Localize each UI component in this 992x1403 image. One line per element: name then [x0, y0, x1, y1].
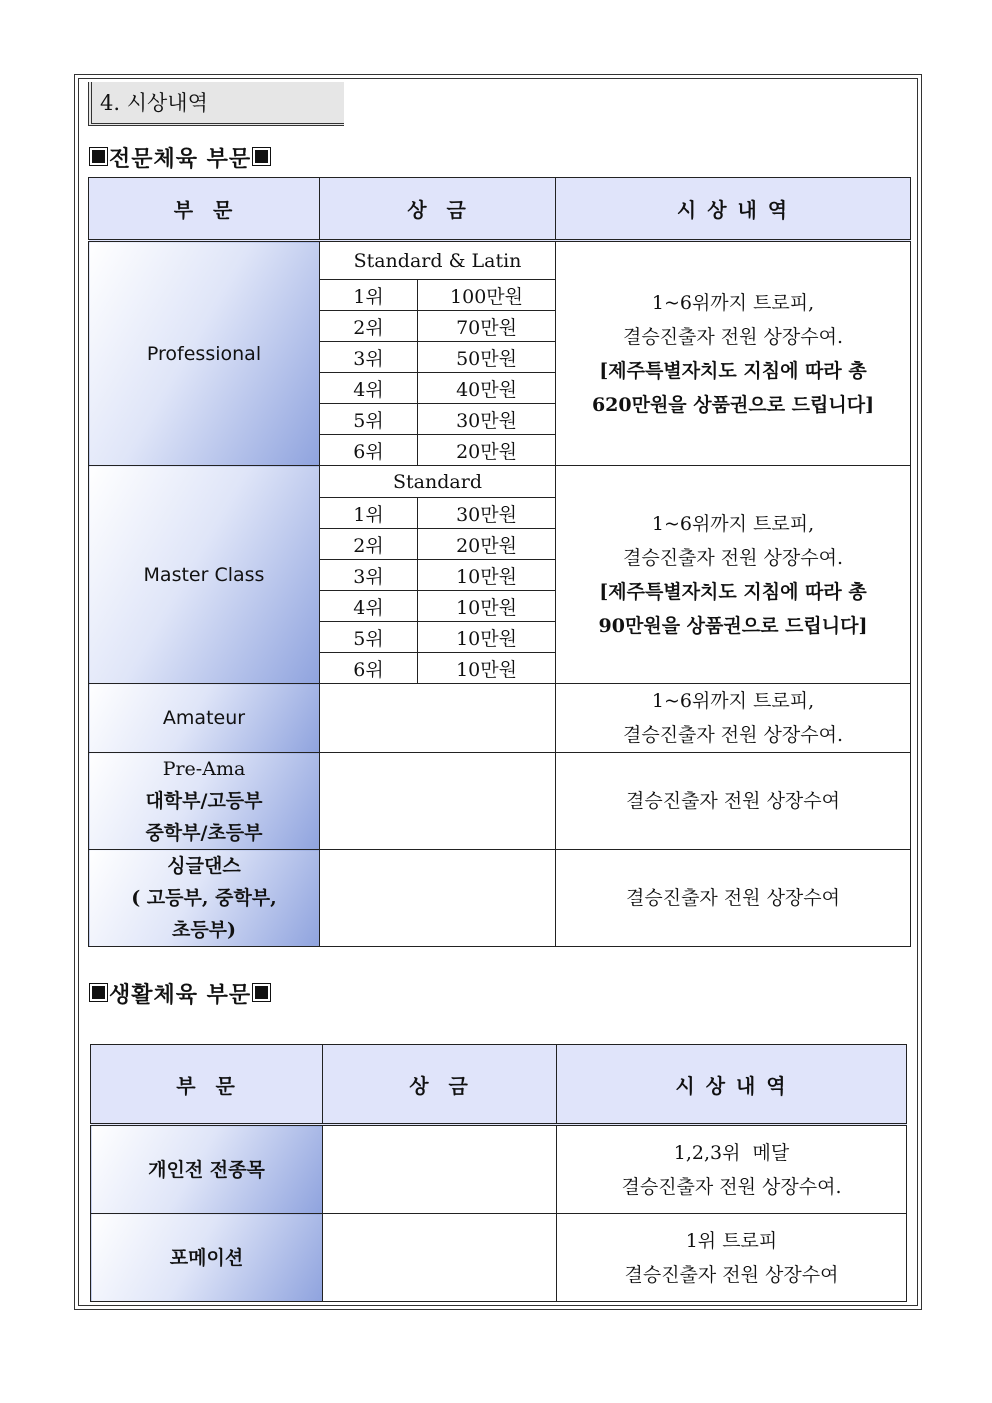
table-row — [89, 466, 911, 498]
amount-cell: 30만원 — [418, 404, 556, 435]
rank-cell: 2위 — [320, 529, 418, 560]
rank-cell: 6위 — [320, 653, 418, 684]
category-line: 싱글댄스 — [167, 855, 241, 877]
square-bullet-icon — [253, 984, 270, 1001]
rank-cell: 2위 — [320, 311, 418, 342]
section-title: 4. 시상내역 — [100, 91, 208, 115]
header-prize: 상 금 — [323, 1045, 557, 1125]
amount-cell: 50만원 — [418, 342, 556, 373]
award-text: 1,2,3위 메달 — [673, 1141, 790, 1164]
award-formation — [557, 1214, 907, 1302]
prize-empty — [323, 1214, 557, 1302]
amount-cell: 20만원 — [418, 435, 556, 466]
award-text: 결승진출자 전원 상장수여. — [621, 1175, 842, 1198]
category-line: 초등부) — [171, 919, 237, 941]
table-row — [89, 850, 911, 947]
award-amateur — [556, 684, 911, 753]
header-award: 시 상 내 역 — [556, 178, 911, 241]
rank-cell: 3위 — [320, 342, 418, 373]
category-individual: 개인전 전종목 — [91, 1125, 323, 1214]
section-heading — [88, 82, 344, 126]
amount-cell: 100만원 — [418, 280, 556, 311]
award-text: 1~6위까지 트로피, — [651, 690, 815, 712]
pro-section-title — [88, 142, 272, 173]
rank-cell: 4위 — [320, 373, 418, 404]
amount-cell: 10만원 — [418, 622, 556, 653]
category-single-dance — [89, 850, 320, 947]
category-master-class: Master Class — [89, 466, 320, 684]
table-header-row — [89, 178, 911, 241]
prize-empty — [320, 684, 556, 753]
rank-cell: 5위 — [320, 404, 418, 435]
rank-cell: 6위 — [320, 435, 418, 466]
rank-cell: 1위 — [320, 498, 418, 529]
rank-cell: 4위 — [320, 591, 418, 622]
award-individual — [557, 1125, 907, 1214]
life-section-title — [88, 978, 272, 1009]
pro-award-table — [88, 177, 911, 947]
square-bullet-icon — [253, 148, 270, 165]
award-text: 결승진출자 전원 상장수여. — [623, 546, 844, 569]
award-pre-ama: 결승진출자 전원 상장수여 — [556, 753, 911, 850]
award-note: 620만원을 상품권으로 드립니다] — [591, 393, 875, 416]
header-award: 시 상 내 역 — [557, 1045, 907, 1125]
amount-cell: 10만원 — [418, 560, 556, 591]
life-award-table — [90, 1044, 907, 1302]
award-text: 1~6위까지 트로피, — [651, 512, 815, 535]
prize-empty — [320, 850, 556, 947]
award-text: 결승진출자 전원 상장수여 — [624, 1263, 839, 1286]
category-pre-ama — [89, 753, 320, 850]
header-prize: 상 금 — [320, 178, 556, 241]
category-professional: Professional — [89, 241, 320, 466]
table-row — [89, 241, 911, 280]
prize-empty — [323, 1125, 557, 1214]
category-line: Pre-Ama — [162, 758, 246, 780]
rank-cell: 5위 — [320, 622, 418, 653]
award-note: [제주특별자치도 지침에 따라 총 — [599, 359, 867, 382]
award-text: 결승진출자 전원 상장수여. — [623, 724, 844, 746]
amount-cell: 10만원 — [418, 653, 556, 684]
prize-empty — [320, 753, 556, 850]
amount-cell: 20만원 — [418, 529, 556, 560]
award-text: 1위 트로피 — [685, 1229, 778, 1252]
category-line: 중학부/초등부 — [145, 822, 263, 844]
life-section-label: 생활체육 부문 — [109, 982, 252, 1008]
category-amateur: Amateur — [89, 684, 320, 753]
award-text: 1~6위까지 트로피, — [651, 291, 815, 314]
table-row — [89, 684, 911, 753]
award-single-dance: 결승진출자 전원 상장수여 — [556, 850, 911, 947]
award-text: 결승진출자 전원 상장수여. — [623, 325, 844, 348]
amount-cell: 30만원 — [418, 498, 556, 529]
dance-type: Standard & Latin — [320, 241, 556, 280]
category-line: ( 고등부, 중학부, — [131, 887, 277, 909]
category-line: 대학부/고등부 — [145, 790, 263, 812]
header-category: 부 문 — [91, 1045, 323, 1125]
award-master-class — [556, 466, 911, 684]
rank-cell: 3위 — [320, 560, 418, 591]
rank-cell: 1위 — [320, 280, 418, 311]
award-professional — [556, 241, 911, 466]
square-bullet-icon — [90, 984, 107, 1001]
table-row — [91, 1214, 907, 1302]
dance-type: Standard — [320, 466, 556, 498]
header-category: 부 문 — [89, 178, 320, 241]
award-note: [제주특별자치도 지침에 따라 총 — [599, 580, 867, 603]
pro-section-label: 전문체육 부문 — [109, 146, 252, 172]
award-note: 90만원을 상품권으로 드립니다] — [598, 614, 868, 637]
square-bullet-icon — [90, 148, 107, 165]
table-row — [91, 1125, 907, 1214]
table-row — [89, 753, 911, 850]
amount-cell: 40만원 — [418, 373, 556, 404]
amount-cell: 10만원 — [418, 591, 556, 622]
amount-cell: 70만원 — [418, 311, 556, 342]
category-formation: 포메이션 — [91, 1214, 323, 1302]
table-header-row — [91, 1045, 907, 1125]
